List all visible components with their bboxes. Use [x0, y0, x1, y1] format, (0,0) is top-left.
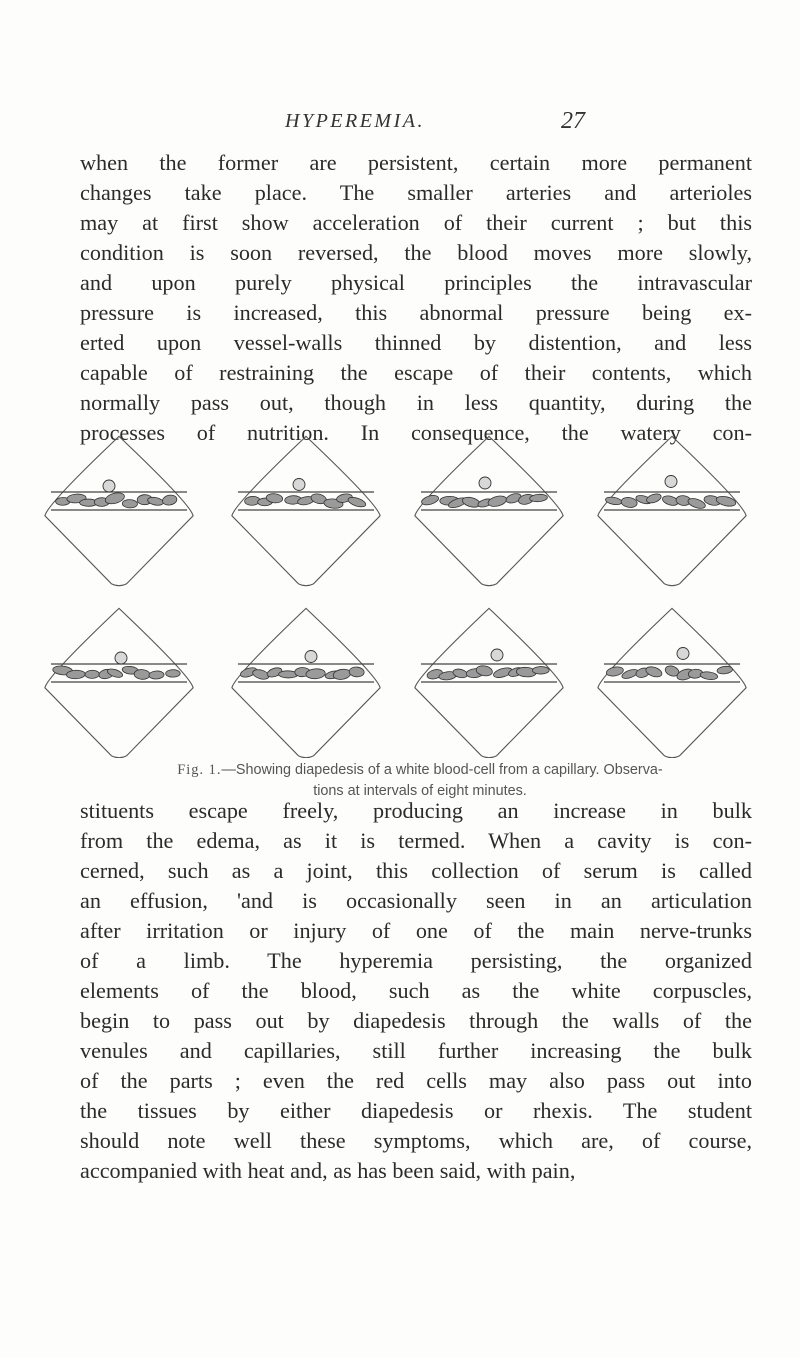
microscope-field-panel	[45, 608, 193, 757]
text-line: capable of restraining the escape of their contents, which	[80, 360, 752, 385]
caption-line-2: tions at intervals of eight minutes.	[313, 783, 527, 799]
text-line: the tissues by either diapedesis or rhexis. The student	[80, 1098, 752, 1123]
microscope-field-panel	[45, 436, 193, 585]
text-line: pressure is increased, this abnormal pressure being ex-	[80, 300, 752, 325]
text-line: condition is soon reversed, the blood moves more slowly,	[80, 240, 752, 265]
text-line: cerned, such as a joint, this collection of serum is called	[80, 858, 752, 883]
paragraph-top	[80, 148, 752, 448]
text-line: of a limb. The hyperemia persisting, the organized	[80, 948, 752, 973]
figure-illustration	[28, 428, 758, 758]
microscope-field-panel	[415, 608, 563, 757]
text-line: processes of nutrition. In consequence, the watery con-	[80, 420, 752, 445]
text-line: accompanied with heat and, as has been said, with pain,	[80, 1158, 576, 1183]
microscope-field-panel	[598, 608, 746, 757]
text-line: an effusion, 'and is occasionally seen in an articulation	[80, 888, 752, 913]
text-line: elements of the blood, such as the white corpuscles,	[80, 978, 752, 1003]
text-line: changes take place. The smaller arteries and arterioles	[80, 180, 752, 205]
page-header	[0, 110, 800, 138]
diapedesis-figure	[28, 428, 758, 784]
text-line: of the parts ; even the red cells may also pass out into	[80, 1068, 752, 1093]
text-line: stituents escape freely, producing an increase in bulk	[80, 798, 752, 823]
text-line: after irritation or injury of one of the main nerve-trunks	[80, 918, 752, 943]
microscope-field-panel	[232, 436, 380, 585]
microscope-field-panel	[598, 436, 746, 585]
microscope-field-panel	[232, 608, 380, 757]
text-line: when the former are persistent, certain more permanent	[80, 150, 752, 175]
page-number: 27	[561, 108, 585, 134]
text-line: should note well these symptoms, which are, of course,	[80, 1128, 752, 1153]
caption-line-1: Fig. 1.—Showing diapedesis of a white blood-cell from a capillary. Observa-	[177, 762, 663, 778]
text-line: venules and capillaries, still further increasing the bulk	[80, 1038, 752, 1063]
text-line: from the edema, as it is termed. When a cavity is con-	[80, 828, 752, 853]
text-line: and upon purely physical principles the intravascular	[80, 270, 752, 295]
text-line: erted upon vessel-walls thinned by distention, and less	[80, 330, 752, 355]
text-line: may at first show acceleration of their current ; but this	[80, 210, 752, 235]
paragraph-bottom	[80, 796, 752, 1186]
figure-label: Fig. 1.	[177, 762, 222, 778]
microscope-field-panel	[415, 436, 563, 585]
text-line: begin to pass out by diapedesis through the walls of the	[80, 1008, 752, 1033]
text-line: normally pass out, though in less quantity, during the	[80, 390, 752, 415]
running-head: HYPEREMIA.	[285, 110, 425, 132]
